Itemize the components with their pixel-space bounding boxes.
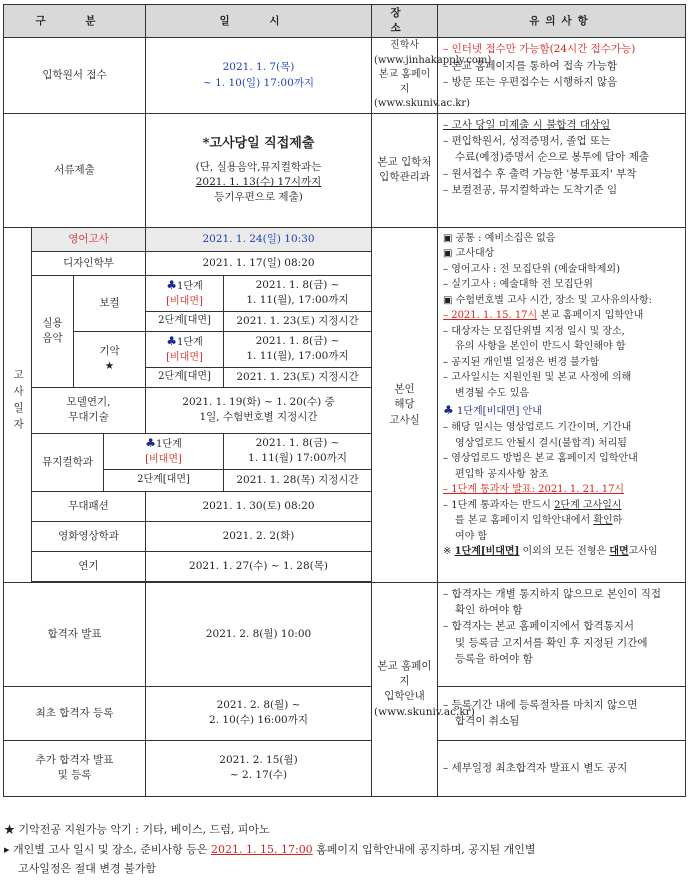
stage-tag: [비대면] (145, 453, 182, 465)
place-line: 입학관리과 (379, 171, 430, 184)
date-line: 2021. 1. 8(금) ~ (255, 279, 340, 292)
documents-place (372, 113, 438, 227)
announce-notes (438, 582, 686, 686)
note-line: 및 등록금 고지서를 확인 후 지정된 기간에 (455, 636, 648, 649)
note-line (443, 401, 680, 420)
date-line: 2. 10(수) 16:00까지 (209, 714, 308, 727)
note-text: 1단계[비대면] (454, 546, 520, 558)
note-line: 영상업로드 안될시 결시(불합격) 처리됨 (455, 437, 627, 449)
date-line: 2021. 1. 8(금) ~ (255, 335, 340, 348)
header-category: 구 분 (4, 5, 146, 38)
footer-text: ▸ 개인별 고사 일시 및 장소, 준비사항 등은 (4, 842, 212, 856)
note-line: ▣ 공통 : 예비소집은 없음 (443, 232, 556, 244)
vocal-stage2: 2단계[대면] (146, 311, 224, 331)
documents-label: 서류제출 (4, 113, 146, 227)
musical-stage1 (104, 433, 224, 469)
application-notes (438, 38, 686, 114)
header-datetime: 일 시 (146, 5, 372, 38)
note-line: – 공지된 개인별 일정은 변경 불가함 (443, 356, 600, 368)
stage-text: 1단계 (177, 337, 203, 349)
exam-english-row (4, 227, 686, 251)
note-line: – 영어고사 : 전 모집단위 (예술대학제외) (443, 263, 620, 275)
place-line: 고사실 (389, 413, 420, 426)
note-line: – 영상업로드 방법은 본교 홈페이지 입학안내 (443, 453, 638, 465)
footer-line-3: 고사일정은 절대 변경 불가함 (18, 862, 157, 876)
english-label: 영어고사 (32, 227, 146, 251)
note-line (443, 308, 680, 324)
club-icon: ♣ (166, 334, 178, 349)
note-line: – 등록기간 내에 등록절차를 마치지 않으면 (443, 699, 638, 712)
place-line: 진학사 (390, 40, 420, 52)
vocal-stage1-date (224, 275, 372, 311)
instrument-stage1-title (148, 333, 221, 351)
date-line: 1. 11(월) 17:00까지 (248, 452, 347, 465)
musical-stage1-title (106, 435, 221, 453)
place-line: 본교 홈페이지 (377, 660, 432, 688)
date-line: 2021. 2. 8(월) ~ (216, 699, 301, 712)
additional-date (146, 740, 372, 796)
note-line: 수료(예정)증명서 순으로 봉투에 담아 제출 (455, 151, 650, 164)
note-line: – 방문 또는 우편접수는 시행하지 않음 (443, 75, 618, 88)
fashion-label: 무대패션 (32, 491, 146, 521)
note-line: 변경될 수도 있음 (455, 387, 530, 399)
note-line: – 본교 홈페이지를 통하여 접속 가능함 (443, 59, 618, 72)
note-text: 2단계 고사일시 (554, 499, 622, 511)
place-line: (www.skuniv.ac.kr) (374, 98, 470, 110)
music-label-text: 실용음악 (42, 317, 63, 345)
note-line: – 고사일시는 지원인원 및 본교 사정에 의해 (443, 372, 632, 384)
documents-sub: 등기우편으로 제출) (214, 191, 303, 204)
note-line: – 대상자는 모집단위별 지정 일시 및 장소, (443, 325, 625, 337)
note-line: – 세부일정 최초합격자 발표시 별도 공지 (443, 762, 628, 775)
note-date: – 2021. 1. 15. 17시 (443, 310, 538, 322)
exam-place (372, 227, 438, 582)
note-line (443, 498, 680, 514)
header-place: 장 소 (372, 5, 438, 38)
instrument-stage1 (146, 331, 224, 367)
note-line (443, 544, 680, 560)
application-date (146, 38, 372, 114)
instrument-stage2-date: 2021. 1. 23(토) 지정시간 (224, 367, 372, 387)
note-text: 하 (612, 515, 623, 527)
footer (4, 821, 684, 880)
instrument-stage2: 2단계[대면] (146, 367, 224, 387)
stage-text: 1단계 (156, 439, 182, 451)
additional-notes (438, 740, 686, 796)
note-line: – 실기고사 : 예술대학 전 모집단위 (443, 279, 593, 291)
register-notes (438, 686, 686, 740)
musical-stage2-date: 2021. 1. 28(목) 지정시간 (224, 469, 372, 491)
stage-text: 1단계 (177, 281, 203, 293)
club-icon: ♣ (145, 436, 157, 451)
footer-line-2 (4, 841, 684, 859)
footer-line-1: ★ 기악전공 지원가능 악기 : 기타, 베이스, 드럼, 피아노 (4, 823, 270, 836)
announce-row (4, 582, 686, 686)
note-text: 대면 (609, 546, 629, 558)
note-text: 이외의 모든 전형은 (519, 546, 610, 558)
date-line: 2021. 1. 8(금) ~ (255, 437, 340, 450)
design-label: 디자인학부 (32, 251, 146, 275)
documents-sub: 2021. 1. 13(수) 17시까지 (195, 176, 322, 189)
note-line: – 1단계 통과자 발표: 2021. 1. 21. 17시 (443, 484, 625, 496)
note-line: – 합격자는 본교 홈페이지에서 합격통지서 (443, 620, 635, 633)
note-line: – 인터넷 접수만 가능함(24시간 접수가능) (443, 43, 636, 56)
musical-label: 뮤지컬학과 (32, 433, 104, 491)
note-line: – 원서접수 후 출력 가능한 '봉투표지' 부착 (443, 167, 637, 180)
music-label (32, 275, 74, 387)
date-line: 2021. 1. 19(화) ~ 1. 20(수) 중 (182, 396, 335, 409)
star-icon: ★ (104, 360, 115, 373)
place-line: 본교 입학처 (377, 156, 432, 169)
date-line: 1일, 수험번호별 지정시간 (199, 411, 318, 424)
place-line: 해당 (394, 398, 415, 411)
label-line: 추가 합격자 발표 (35, 754, 114, 767)
documents-sub: (단, 실용음악,뮤지컬학과는 (195, 161, 322, 174)
note-line: ▣ 고사대상 (443, 248, 495, 260)
vocal-stage1-title (148, 277, 221, 295)
note-line: 합격이 취소됨 (455, 715, 520, 728)
english-date: 2021. 1. 24(일) 10:30 (146, 227, 372, 251)
header-notes: 유의사항 (438, 5, 686, 38)
stage-tag: [비대면] (166, 295, 203, 307)
note-line: 유의 사항을 본인이 반드시 확인해야 함 (455, 341, 626, 353)
schedule-table (3, 4, 686, 797)
exam-notes (438, 227, 686, 582)
exam-group-label (4, 227, 32, 582)
note-text: 본교 홈페이지 입학안내 (537, 310, 644, 322)
note-line: – 고사 당일 미제출 시 불합격 대상임 (443, 118, 611, 131)
instrument-label-text: 기악 (99, 345, 120, 358)
application-row (4, 38, 686, 114)
results-place (372, 582, 475, 796)
note-text: ※ (443, 546, 455, 558)
stage-tag: [비대면] (166, 351, 203, 363)
date-line: 1. 11(월), 17:00까지 (246, 294, 349, 307)
model-label (32, 387, 146, 433)
musical-stage2: 2단계[대면] (104, 469, 224, 491)
vocal-stage1 (146, 275, 224, 311)
club-icon: ♣ (443, 403, 454, 418)
place-line: 입학안내 (384, 690, 425, 703)
date-line: ~ 2. 17(수) (229, 769, 288, 782)
model-label-2: 무대기술 (68, 411, 109, 424)
film-label: 영화영상학과 (32, 521, 146, 551)
place-line: 본교 홈페이지 (378, 69, 431, 95)
note-line: 등록을 하여야 함 (455, 653, 533, 665)
club-icon: ♣ (166, 278, 178, 293)
footer-text: 홈페이지 입학안내에 공지하며, 공지된 개인별 (312, 842, 536, 856)
model-label-1: 모델연기, (66, 396, 111, 409)
header-row (4, 5, 686, 38)
note-line (443, 513, 680, 529)
application-date-2: ~ 1. 10(일) 17:00까지 (202, 76, 315, 89)
documents-notes (438, 113, 686, 227)
note-text: 1단계[비대면] 안내 (456, 406, 542, 418)
date-line: 2021. 2. 15(월) (219, 754, 298, 767)
announce-label: 합격자 발표 (4, 582, 146, 686)
note-line: 확인 하여야 함 (455, 604, 523, 617)
documents-date (146, 113, 372, 227)
note-line: – 합격자는 개별 통지하지 않으므로 본인이 직접 (443, 587, 662, 600)
model-date (146, 387, 372, 433)
fashion-date: 2021. 1. 30(토) 08:20 (146, 491, 372, 521)
register-label: 최초 합격자 등록 (4, 686, 146, 740)
note-text: 고사임 (628, 546, 658, 558)
footer-date: 2021. 1. 15. 17:00 (211, 842, 313, 856)
note-text: 를 본교 홈페이지 입학안내에서 (455, 515, 594, 527)
note-line: – 해당 일시는 영상업로드 기간이며, 기간내 (443, 422, 632, 434)
announce-date: 2021. 2. 8(월) 10:00 (146, 582, 372, 686)
vocal-stage2-date: 2021. 1. 23(토) 지정시간 (224, 311, 372, 331)
documents-row (4, 113, 686, 227)
register-row (4, 686, 686, 740)
place-line: (www.jinhakapply.com) (374, 54, 492, 66)
documents-title: *고사당일 직접제출 (202, 136, 315, 152)
application-date-1: 2021. 1. 7(목) (222, 61, 295, 74)
note-line: ▣ 수험번호별 고사 시간, 장소 및 고사유의사항: (443, 294, 652, 306)
note-line: – 보컬전공, 뮤지컬학과는 도착기준 임 (443, 184, 618, 196)
vocal-label: 보컬 (74, 275, 146, 331)
note-line: – 편입학원서, 성적증명서, 졸업 또는 (443, 135, 611, 148)
exam-group-text: 고사일자 (12, 369, 25, 436)
register-date (146, 686, 372, 740)
acting-label: 연기 (32, 551, 146, 581)
musical-stage1-date (224, 433, 372, 469)
date-line: 1. 11(월), 17:00까지 (246, 350, 349, 363)
note-text: 확인 (593, 515, 613, 527)
film-date: 2021. 2. 2(화) (146, 521, 372, 551)
instrument-stage1-date (224, 331, 372, 367)
application-place (372, 38, 492, 114)
acting-date: 2021. 1. 27(수) ~ 1. 28(목) (146, 551, 372, 581)
note-text: – 1단계 통과자는 반드시 (443, 499, 555, 511)
instrument-label (74, 331, 146, 387)
place-line: (www.skuniv.ac.kr) (374, 705, 475, 718)
place-line: 본인 (394, 383, 415, 396)
label-line: 및 등록 (57, 769, 92, 782)
application-label: 입학원서 접수 (4, 38, 146, 114)
note-line: 여야 함 (455, 530, 488, 542)
note-line: 편입학 공지사항 참조 (455, 468, 549, 480)
design-date: 2021. 1. 17(일) 08:20 (146, 251, 372, 275)
additional-row (4, 740, 686, 796)
additional-label (4, 740, 146, 796)
